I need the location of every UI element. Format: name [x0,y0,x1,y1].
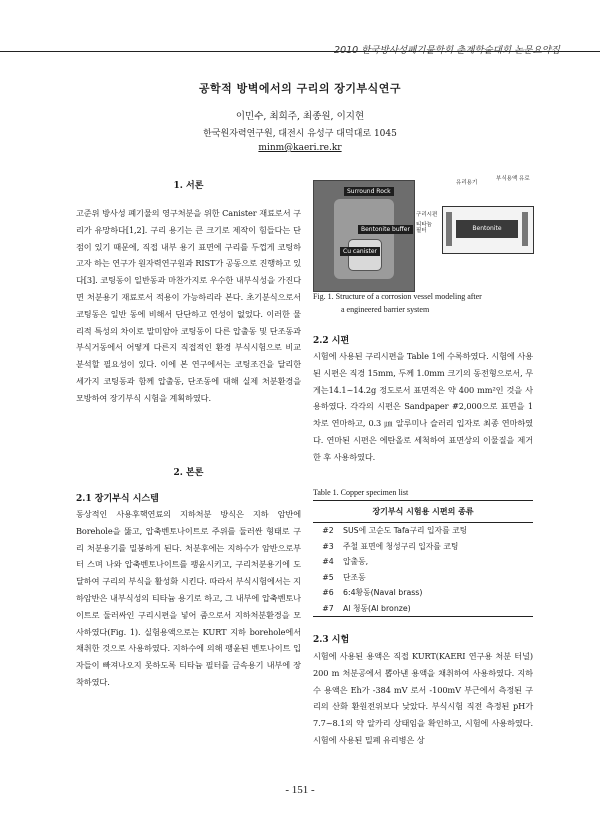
titanium-filter-label: 티타늄 필터 [416,222,432,234]
specimen-table [313,500,533,617]
author-email-link[interactable]: minm@kaeri.re.kr [258,143,342,153]
paper-title: 공학적 방벽에서의 구리의 장기부식연구 [198,82,402,95]
figure-caption-line1: Fig. 1. Structure of a corrosion vessel modeling after [313,292,482,301]
specimen-desc: 단조동 [343,572,366,582]
figure-caption [313,291,533,316]
specimen-desc: SUS에 고순도 Tafa구리 입자를 코팅 [343,526,468,536]
table-row [313,539,533,555]
specimen-id: #7 [313,601,343,617]
copper-specimen-label: 구리시편 [416,212,438,218]
section-2-2-heading: 2.2 시편 [313,336,350,346]
specimen-id: #6 [322,588,334,598]
section-2-3-paragraph: 시험에 사용된 용액은 직접 KURT(KAERI 연구용 처분 터널) 200 m 처분공에서 뽑아낸 용액을 채취하여 사용하였다. 지하수 용액은 Eh가 -384 mV 로서 -100mV 부근에서 측정된 구리의 산화 환원전위보다 낮았다. 부식시험 직전 측정된 pH가 7.7~8.1의 약 알카리 상태임을 확인하고, 시험에 사용하였다. 시험에 사용된 밀폐 유리병은 상 [313,651,533,745]
figure-barrier-photo [313,180,415,292]
intro-heading: 1. 서론 [173,181,204,191]
figure-caption-line2: a engineered barrier system [341,304,430,314]
table-header: 장기부식 시험용 시편의 종류 [313,501,533,523]
intro-paragraph: 고준위 방사성 폐기물의 영구처분을 위한 Canister 재료로서 구리가 유망하다[1,2]. 구리 용기는 큰 크기로 제작이 힘들다는 단점이 있기 때문에, 직접 내부 용기 표면에 구리를 두껍게 코팅하고자 하는 연구가 원자력연구원과 RIST가 공동으로 진행하고 있다[3]. 코팅동이 일반동과 마찬가지로 우수한 내부식성을 가진다면 처분용기 재료로서 적용이 가능하리라 본다. 초기분식으로서 코팅동은 일반 동에 비해서 단단하고 연성이 없었다. 이러한 물리적 특성의 차이로 말미암아 코팅동이 다른 압출동 및 단조동과 부식거동에서 어떻게 다른지 직접적인 환경 부식시험으로 비교분석할 필요성이 있다. 이에 본 연구에서는 코팅조건을 달리한 세가지 코팅동과 함께 압출동, 단조동에 대해 실제 처분환경을 모방하여 장기부식 시험을 계획하였다. [76,208,302,403]
header-rule [0,51,600,52]
main-heading: 2. 본론 [173,468,204,478]
specimen-desc: 주철 표면에 청성구리 입자를 코팅 [343,541,459,551]
surround-rock-label: Surround Rock [344,187,394,196]
specimen-id: #2 [322,526,334,536]
table-row [313,585,533,601]
conference-header: 2010 한국방사성폐기물학회 춘계학술대회 논문요약집 [334,45,560,56]
specimen-desc: 압출동, [343,557,369,567]
bentonite-region [334,199,394,279]
right-filter-plate [522,212,528,246]
left-filter-plate [446,212,452,246]
cu-canister-label: Cu canister [340,247,380,256]
solution-inflow-label: 부식용액 유로 [496,176,530,182]
specimen-id: #4 [322,557,334,567]
paper-affiliation: 한국원자력연구원, 대전시 유성구 대덕대로 1045 [203,129,397,139]
table-caption: Table 1. Copper specimen list [313,488,409,497]
bentonite-block: Bentonite [456,220,518,238]
section-2-1-paragraph: 동상적인 사용후핵연료의 지하처분 방식은 지하 암반에 Borehole을 뚫고, 압축벤토나이트로 주위를 둘러싼 형태로 구리 처분용기를 밀봉하게 된다. 처분후에는 지하수가 암반으로부터 스며 나와 압축벤토나이트를 팽윤시키고, 구리처분용기에 도달하여 구리의 부식을 활성화 시킨다. 따라서 부식시험에서는 지하암반은 내부식성의 티타늄 용기로 하고, 그 내부에 압축벤토나이트로 둘러싸인 구리시편을 넣어 줌으로서 지하처분환경을 모사하였다(Fig. 1). 실험용액으로는 KURT 지하 borehole에서 채취한 것으로 사용하였다. 지하수에 의해 팽윤된 벤토나이트 입자들이 빠져나오지 못하도록 티타늄 필터를 금속용기 내부에 장착하였다. [76,509,301,687]
section-2-1-heading: 2.1 장기부식 시스템 [76,494,159,504]
table-row [313,523,533,539]
glass-vessel-label: 유리용기 [456,180,478,186]
table-row [313,554,533,570]
section-2-2-paragraph: 시험에 사용된 구리시편을 Table 1에 수록하였다. 시험에 사용된 시편은 직경 15mm, 두께 1.0mm 크기의 동전형으로서, 무게는14.1~14.2g 정도로서 표면적은 약 400 mm²인 것을 사용하였다. 각각의 시편은 Sandpaper #2,000으로 표면을 1차로 연마하고, 0.3 ㎛ 알루미나 슬러리 입자로 최종 연마하였다. 연마된 시편은 에탄올로 세척하여 표면상의 이물질을 제거한 후 사용하였다. [313,351,533,462]
bentonite-buffer-label: Bentonite buffer [358,225,413,234]
specimen-desc: 6:4황동(Naval brass) [343,588,423,598]
section-2-3-heading: 2.3 시험 [313,635,350,645]
specimen-id: #5 [322,572,334,582]
page-number: - 151 - [285,784,315,796]
figure-vessel-diagram [416,176,536,290]
specimen-id: #3 [322,541,334,551]
paper-authors: 이민수, 최희주, 최종원, 이지현 [235,111,365,122]
table-row [313,601,533,617]
specimen-desc: Al 청동(Al bronze) [343,601,533,617]
table-row [313,570,533,586]
